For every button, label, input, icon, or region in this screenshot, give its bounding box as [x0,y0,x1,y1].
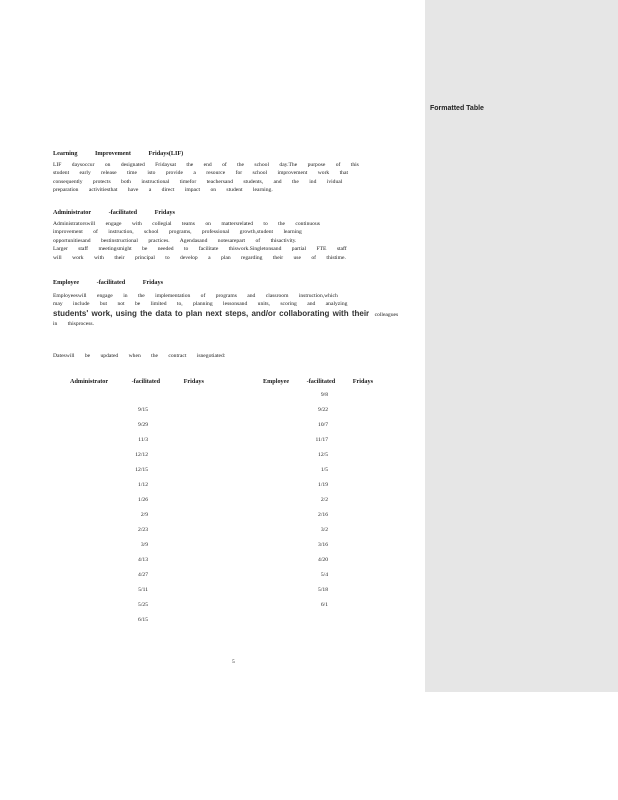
paragraph-tail: colleagues [374,311,399,318]
date-cell: 6/15 [138,617,148,623]
date-cell: 2/23 [138,527,148,533]
date-cell: 2/16 [318,512,328,518]
date-cell: 2/9 [140,512,148,518]
paragraph-line: Employeeswill engage in the implementation of programs and classroom instruction,which [53,292,338,299]
paragraph-line-mixed [53,309,405,320]
section-administrator [53,209,405,262]
comments-pane-title: Formatted Table [430,105,484,112]
paragraph-line: Larger staff meetingsmight be needed to facilitate thiswork.Singletonsand partial FTE staff [53,246,347,252]
date-cell: 9/29 [138,422,148,428]
date-cell: 1/5 [320,467,328,473]
date-cell: 3/2 [320,527,328,533]
employee-dates-column [300,388,328,613]
dates-note: Dateswill be updated when the contract isnegotiated: [53,353,226,359]
date-cell: 12/5 [318,452,328,458]
paragraph-line: opportunitiesand bestinstructional practices. Agendasand notesarepart of thisactivity. [53,237,297,244]
date-cell: 9/22 [318,407,328,413]
date-cell: 10/7 [318,422,328,428]
date-cell: 3/16 [318,542,328,548]
admin-column-header: Administrator -facilitated Fridays [70,378,204,385]
date-cell: 9/8 [320,392,328,398]
paragraph-line: may include but not be limited to, planning lessonsand units, scoring and analyzing [53,301,348,307]
paragraph-line: will work with their principal to develop a plan regarding their use of thistime. [53,254,346,261]
date-cell: 5/18 [318,587,328,593]
section-heading: Employee -facilitated Fridays [53,279,164,286]
paragraph-line: Administratorswill engage with collegial teams on mattersrelated to the continuous [53,220,320,227]
paragraph-line: consequently protects both instructional timefor teachersand students, and the ind ividual [53,178,343,185]
comments-pane [425,0,618,692]
date-cell: 1/12 [138,482,148,488]
paragraph-line: LIF daysoccur on designated Fridaysat the end of the school day.The purpose of this [53,161,359,168]
large-text: students' work, using the data to plan next steps, and/or collaborating with their [53,308,370,318]
section-heading: Administrator -facilitated Fridays [53,209,175,216]
date-cell: 12/12 [135,452,148,458]
paragraph-line: in thisprocess. [53,320,95,327]
employee-column-header: Employee -facilitated Fridays [263,378,374,385]
date-cell: 9/15 [138,407,148,413]
date-cell: 4/27 [138,572,148,578]
date-cell: 4/13 [138,557,148,563]
section-employee [53,279,405,328]
date-cell: 3/9 [140,542,148,548]
date-cell: 4/20 [318,557,328,563]
section-lif [53,150,405,195]
date-cell: 5/11 [138,587,148,593]
paragraph-line: improvement of instruction, school programs, professional growth,student learning [53,229,302,235]
paragraph-line: preparation activitiesthat have a direct impact on student learning. [53,187,273,193]
paragraph-line: student early release time isto provide a resource for school improvement work that [53,170,349,176]
section-heading: Learning Improvement Fridays(LIF) [53,150,184,157]
date-cell: 12/15 [135,467,148,473]
date-cell: 1/26 [138,497,148,503]
date-cell: 11/17 [315,437,328,443]
date-cell: 5/4 [320,572,328,578]
date-cell: 11/3 [138,437,148,443]
date-cell: 5/25 [138,602,148,608]
admin-dates-column [120,403,148,628]
date-cell: 6/1 [320,602,328,608]
date-cell: 2/2 [320,497,328,503]
date-cell: 1/19 [318,482,328,488]
page-number: 5 [232,659,235,665]
